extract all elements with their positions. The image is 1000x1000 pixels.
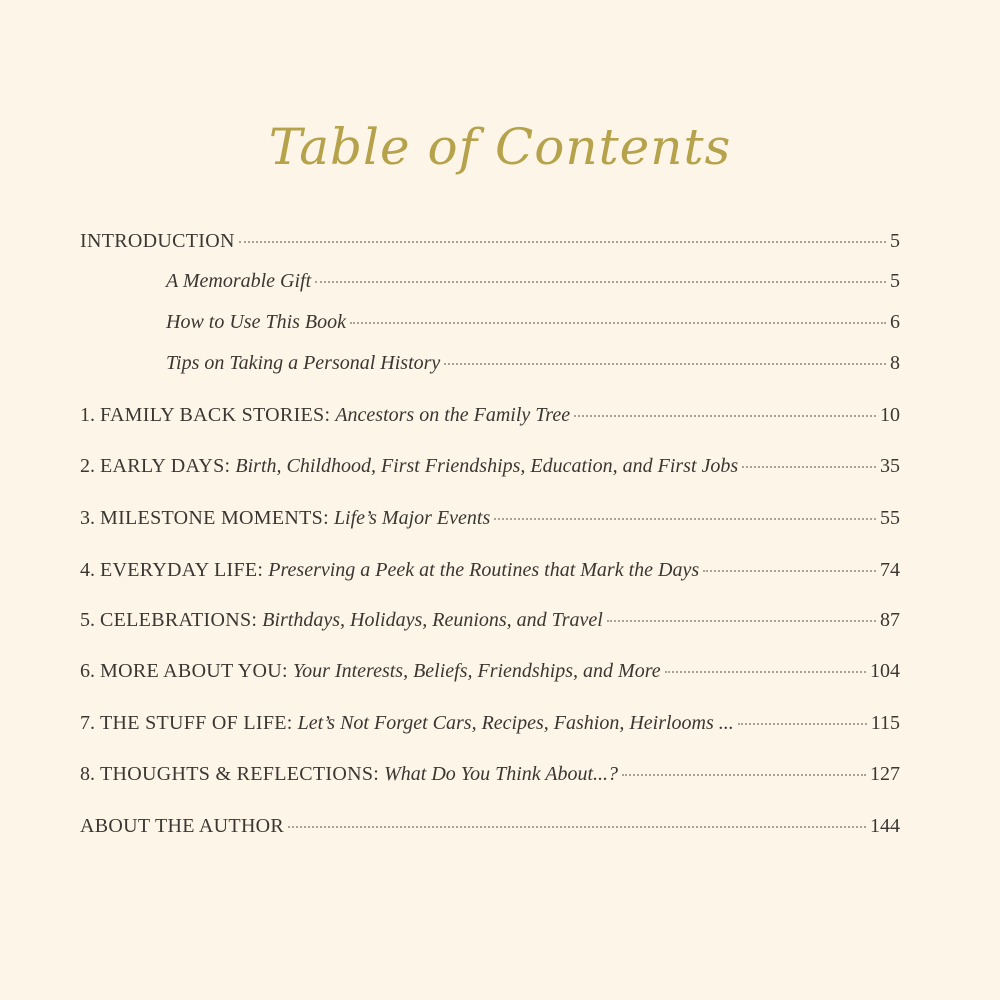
- toc-subentry: [166, 268, 900, 294]
- dot-leader: [444, 363, 886, 365]
- dot-leader: [315, 281, 886, 283]
- toc-page-number: 115: [870, 712, 900, 734]
- toc-chapter-label: [80, 761, 618, 787]
- dot-leader: [494, 518, 876, 520]
- toc-entry-chapter-3: [80, 505, 900, 531]
- toc-chapter-label: [80, 557, 699, 583]
- dot-leader: [622, 774, 866, 776]
- toc-entry-chapter-5: [80, 607, 900, 633]
- toc-subtitle: Preserving a Peek at the Routines that Mark the Days: [268, 559, 700, 581]
- toc-heading: THOUGHTS & REFLECTIONS:: [100, 763, 380, 785]
- toc-heading: MILESTONE MOMENTS:: [100, 507, 329, 529]
- toc-chapter-label: [80, 453, 738, 479]
- toc-page-number: 35: [880, 455, 900, 477]
- toc-heading: EVERYDAY LIFE:: [100, 559, 264, 581]
- toc-entry-chapter-7: [80, 710, 900, 736]
- toc-subtitle: Life’s Major Events: [333, 507, 491, 529]
- toc-chapter-label: [80, 402, 570, 428]
- dot-leader: [738, 723, 867, 725]
- dot-leader: [574, 415, 876, 417]
- toc-page-number: 10: [880, 404, 900, 426]
- toc-chapter-number: 4.: [80, 559, 95, 581]
- toc-page-number: 6: [890, 311, 900, 333]
- toc-entry-about-author: [80, 813, 900, 839]
- toc-heading: INTRODUCTION: [80, 230, 235, 252]
- toc-chapter-number: 3.: [80, 507, 95, 529]
- toc-chapter-label: [80, 505, 490, 531]
- dot-leader: [239, 241, 886, 243]
- toc-subtitle: How to Use This Book: [166, 311, 346, 333]
- toc-chapter-number: 6.: [80, 660, 95, 682]
- toc-heading: EARLY DAYS:: [100, 455, 231, 477]
- dot-leader: [742, 466, 876, 468]
- toc-heading: FAMILY BACK STORIES:: [100, 404, 331, 426]
- toc-subtitle: Birthdays, Holidays, Reunions, and Travel: [262, 609, 603, 631]
- toc-chapter-number: 2.: [80, 455, 95, 477]
- dot-leader: [350, 322, 886, 324]
- toc-subtitle: Tips on Taking a Personal History: [166, 352, 441, 374]
- page-title: Table of Contents: [268, 118, 732, 176]
- toc-page-number: 104: [870, 660, 900, 682]
- toc-entry-chapter-4: [80, 557, 900, 583]
- toc-page-number: 5: [890, 270, 900, 292]
- toc-subtitle: What Do You Think About...?: [384, 763, 619, 785]
- toc-heading: ABOUT THE AUTHOR: [80, 815, 285, 837]
- toc-page-number: 144: [870, 815, 900, 837]
- toc-subentry: [166, 350, 900, 376]
- toc-chapter-number: 7.: [80, 712, 95, 734]
- toc-heading: CELEBRATIONS:: [100, 609, 258, 631]
- toc-subtitle: Your Interests, Beliefs, Friendships, and More: [292, 660, 661, 682]
- toc-chapter-label: [80, 607, 603, 633]
- toc-chapter-number: 5.: [80, 609, 95, 631]
- toc-entry-chapter-2: [80, 453, 900, 479]
- toc-subtitle: A Memorable Gift: [166, 270, 312, 292]
- toc-subentry: [166, 309, 900, 335]
- toc-chapter-number: 1.: [80, 404, 95, 426]
- toc-page-number: 55: [880, 507, 900, 529]
- toc-subtitle: Let’s Not Forget Cars, Recipes, Fashion, Heirlooms ...: [297, 712, 734, 734]
- toc-chapter-label: [80, 658, 661, 684]
- toc-page-number: 8: [890, 352, 900, 374]
- dot-leader: [703, 570, 876, 572]
- toc-subtitle: Birth, Childhood, First Friendships, Education, and First Jobs: [235, 455, 739, 477]
- toc-chapter-label: [80, 710, 734, 736]
- toc-page-number: 127: [870, 763, 900, 785]
- toc-chapter-number: 8.: [80, 763, 95, 785]
- toc-heading: MORE ABOUT YOU:: [100, 660, 288, 682]
- toc-heading: THE STUFF OF LIFE:: [100, 712, 293, 734]
- toc-page-number: 87: [880, 609, 900, 631]
- toc-entry-chapter-6: [80, 658, 900, 684]
- dot-leader: [665, 671, 866, 673]
- toc-entry-chapter-8: [80, 761, 900, 787]
- toc-page-number: 5: [890, 230, 900, 252]
- dot-leader: [607, 620, 876, 622]
- toc-entry-introduction: [80, 228, 900, 254]
- toc-subtitle: Ancestors on the Family Tree: [335, 404, 571, 426]
- dot-leader: [288, 826, 866, 828]
- toc-entry-chapter-1: [80, 402, 900, 428]
- toc-page-number: 74: [880, 559, 900, 581]
